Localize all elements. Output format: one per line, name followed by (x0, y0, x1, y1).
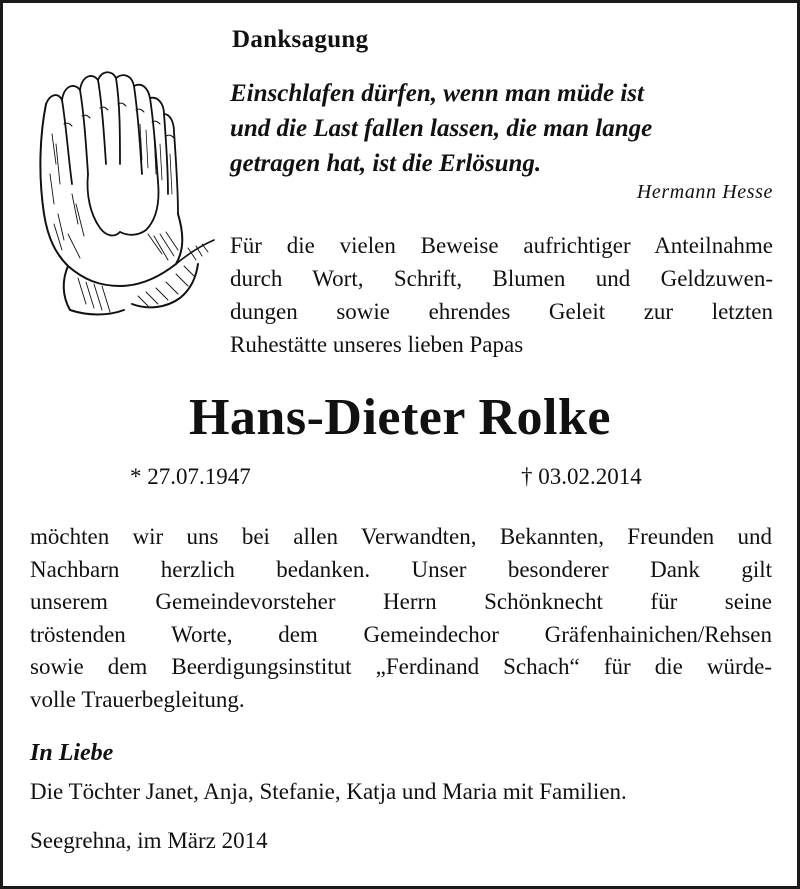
signoff-heading: In Liebe (30, 740, 114, 766)
quote-line: Einschlafen dürfen, wenn man müde ist (230, 80, 644, 107)
intro-line: Für die vielen Beweise aufrichtiger Anteilnahme (230, 233, 773, 258)
thanks-line: sowie dem Beerdigungsinstitut „Ferdinand Schach“ für die würde- (30, 654, 772, 679)
intro-line: durch Wort, Schrift, Blumen und Geldzuwen- (230, 266, 773, 291)
intro-line: dungen sowie ehrendes Geleit zur letzten (230, 299, 773, 324)
quote-line: und die Last fallen lassen, die man lange (230, 115, 653, 142)
intro-paragraph (230, 229, 773, 361)
death-date: † 03.02.2014 (521, 464, 642, 489)
thanks-line: möchten wir uns bei allen Verwandten, Bekannten, Freunden und (30, 524, 772, 549)
quote (230, 76, 775, 181)
thanks-line: volle Trauerbegleitung. (30, 686, 245, 712)
birth-date: * 27.07.1947 (130, 464, 251, 489)
quote-author: Hermann Hesse (636, 181, 773, 203)
deceased-name: Hans-Dieter Rolke (188, 389, 612, 446)
thanks-line: tröstenden Worte, dem Gemeindechor Gräfenhainichen/Rehsen (30, 621, 772, 647)
intro-line: Ruhestätte unseres lieben Papas (230, 332, 524, 357)
quote-line: getragen hat, ist die Erlösung. (230, 150, 542, 177)
place-date: Seegrehna, im März 2014 (30, 828, 268, 853)
thanks-line: Nachbarn herzlich bedanken. Unser besonderer Dank gilt (30, 556, 772, 582)
thanks-line: unserem Gemeindevorsteher Herrn Schönknecht für seine (30, 589, 772, 614)
notice-heading: Danksagung (232, 26, 369, 53)
praying-hands-icon (28, 64, 218, 324)
thanks-paragraph (30, 521, 772, 716)
family-line: Die Töchter Janet, Anja, Stefanie, Katja und Maria mit Familien. (30, 779, 627, 804)
